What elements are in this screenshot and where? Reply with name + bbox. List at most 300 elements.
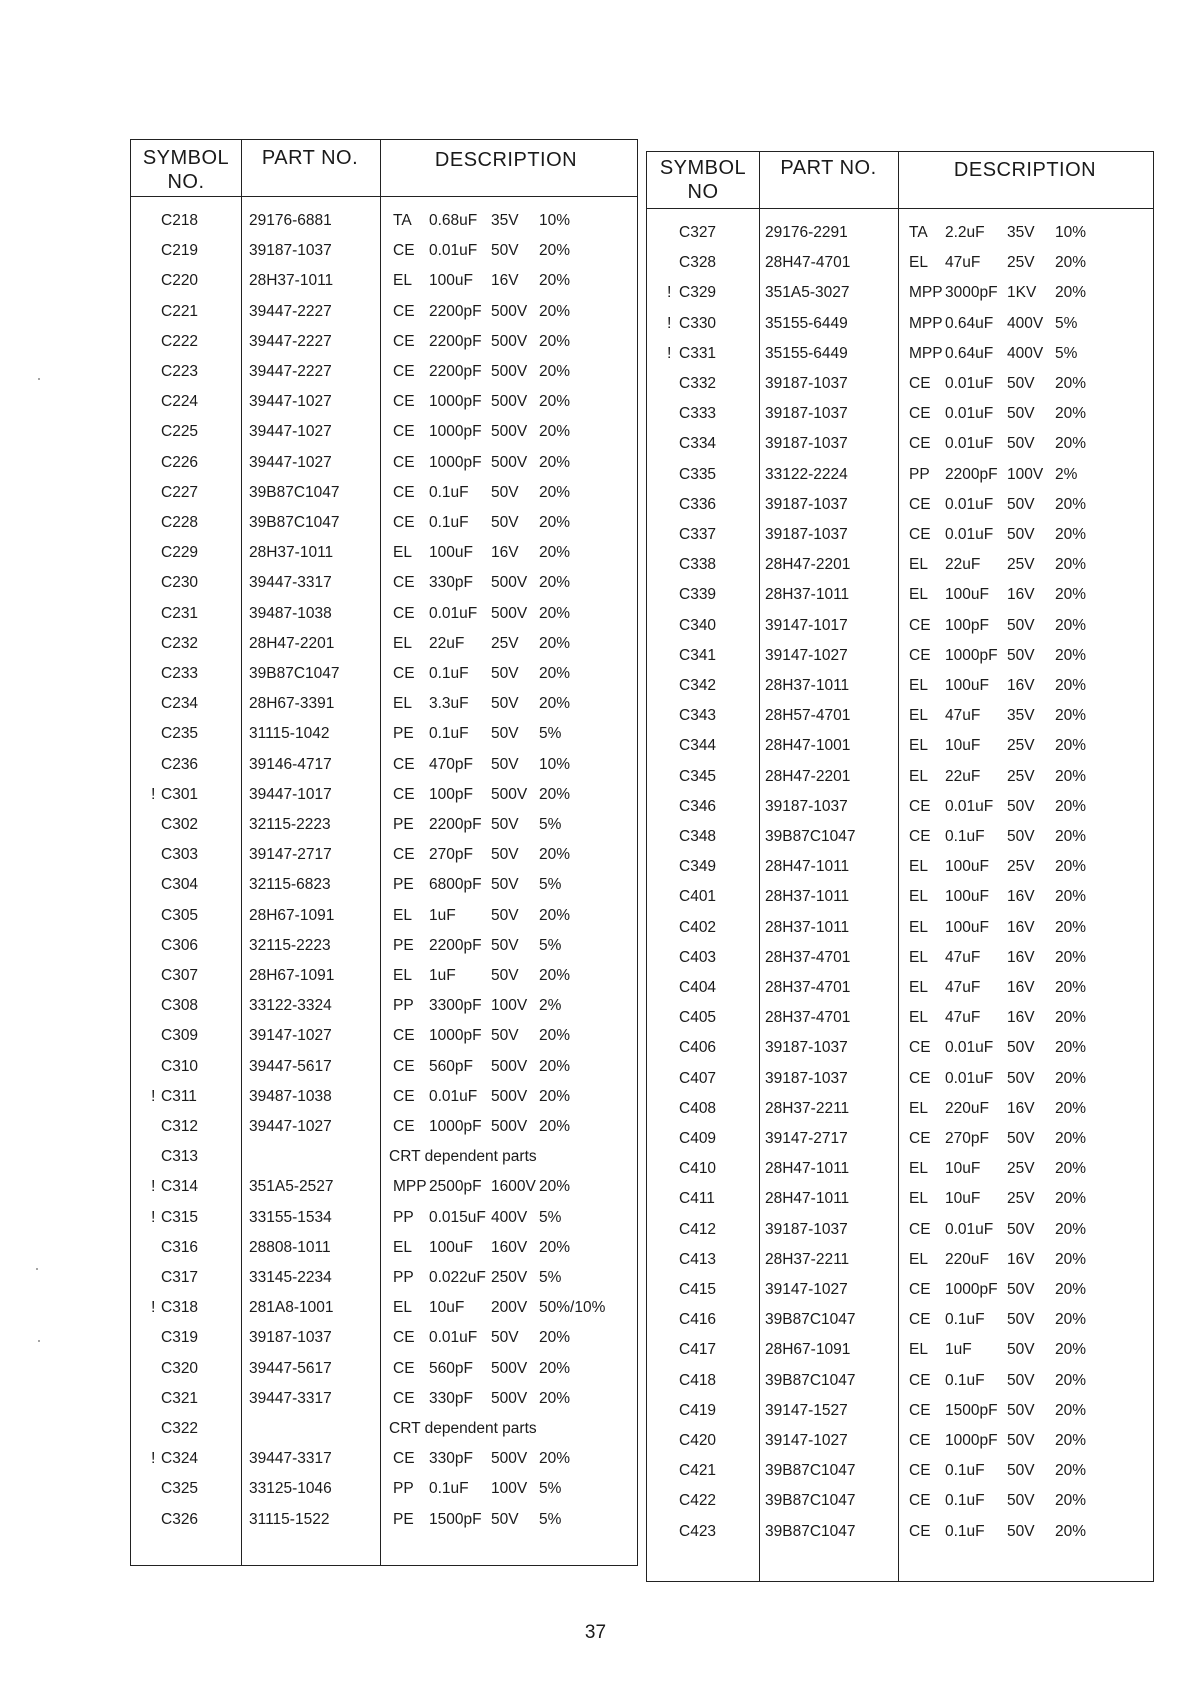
symbol-cell: C324 — [161, 1450, 199, 1468]
tolerance-cell: 20% — [539, 332, 571, 350]
tolerance-cell: 10% — [1055, 224, 1087, 241]
type-cell: CE — [909, 1401, 931, 1419]
voltage-cell: 100V — [491, 1480, 528, 1498]
part-number-cell: 28H37-1011 — [765, 586, 850, 604]
part-number-cell: 39B87C1047 — [765, 828, 856, 845]
part-number-cell: 28H47-1001 — [765, 737, 851, 755]
voltage-cell: 25V — [1007, 254, 1035, 272]
value-cell: 47uF — [945, 1009, 981, 1027]
voltage-cell: 50V — [1007, 1069, 1035, 1087]
table-row — [647, 1154, 1153, 1184]
type-cell: CE — [909, 375, 931, 392]
symbol-cell: C330 — [679, 314, 717, 332]
part-number-cell: 39B87C1047 — [765, 1371, 856, 1389]
symbol-cell: C409 — [679, 1130, 717, 1147]
value-cell: 3000pF — [945, 284, 998, 302]
tolerance-cell: 20% — [539, 785, 571, 803]
value-cell: 0.1uF — [945, 828, 985, 845]
value-cell: 0.1uF — [945, 1522, 985, 1540]
part-number-cell: 28H67-3391 — [249, 695, 335, 713]
voltage-cell: 500V — [491, 393, 528, 411]
part-number-cell: 39187-1037 — [765, 1069, 848, 1087]
table-row — [647, 490, 1153, 520]
table-row — [131, 387, 637, 417]
type-cell: MPP — [393, 1178, 427, 1196]
part-number-cell: 33125-1046 — [249, 1480, 332, 1498]
type-cell: CE — [393, 242, 415, 260]
type-cell: EL — [909, 677, 928, 694]
symbol-cell: C416 — [679, 1311, 717, 1329]
table-row — [131, 870, 637, 900]
type-cell: EL — [909, 767, 928, 785]
part-number-cell: 28H47-1011 — [765, 858, 850, 876]
table-row — [647, 1486, 1153, 1516]
part-number-cell: 39447-2227 — [249, 302, 332, 320]
value-cell: 0.1uF — [429, 1480, 469, 1498]
tolerance-cell: 20% — [1055, 1311, 1087, 1329]
type-cell: PE — [393, 1510, 414, 1528]
tolerance-cell: 5% — [539, 1208, 562, 1226]
value-cell: 22uF — [945, 556, 981, 574]
type-cell: CE — [909, 1462, 931, 1480]
type-cell: EL — [909, 556, 928, 574]
value-cell: 22uF — [429, 634, 465, 652]
part-number-cell: 39187-1037 — [249, 242, 332, 260]
tolerance-cell: 20% — [539, 272, 571, 290]
value-cell: 330pF — [429, 1450, 473, 1468]
symbol-cell: C229 — [161, 544, 199, 562]
voltage-cell: 25V — [1007, 1190, 1035, 1208]
table-row — [131, 508, 637, 538]
tolerance-cell: 20% — [1055, 1371, 1087, 1389]
type-cell: CE — [393, 574, 415, 592]
tolerance-cell: 20% — [1055, 616, 1087, 634]
tolerance-cell: 20% — [539, 1389, 571, 1407]
tolerance-cell: 20% — [1055, 254, 1087, 272]
part-number-cell: 39447-2227 — [249, 363, 332, 380]
symbol-cell: C341 — [679, 646, 717, 664]
voltage-cell: 500V — [491, 453, 528, 471]
type-cell: CE — [393, 514, 415, 531]
symbol-cell: C344 — [679, 737, 717, 755]
voltage-cell: 16V — [1007, 1099, 1035, 1117]
tolerance-cell: 20% — [1055, 1250, 1087, 1268]
value-cell: 1uF — [945, 1341, 972, 1359]
voltage-cell: 250V — [491, 1269, 528, 1286]
table-row — [647, 1396, 1153, 1426]
voltage-cell: 500V — [491, 574, 528, 592]
table-row — [647, 369, 1153, 399]
part-number-cell: 39447-5617 — [249, 1359, 332, 1377]
type-cell: CE — [393, 483, 415, 501]
tolerance-cell: 20% — [539, 1057, 571, 1075]
tolerance-cell: 20% — [539, 393, 571, 411]
symbol-cell: C345 — [679, 767, 717, 785]
type-cell: EL — [393, 272, 412, 290]
tolerance-cell: 20% — [1055, 677, 1087, 694]
voltage-cell: 16V — [1007, 586, 1035, 604]
symbol-cell: C321 — [161, 1389, 199, 1407]
symbol-cell: C337 — [679, 526, 717, 543]
type-cell: EL — [909, 737, 928, 755]
symbol-cell: C406 — [679, 1039, 717, 1057]
tolerance-cell: 20% — [1055, 1099, 1087, 1117]
table-row — [131, 719, 637, 749]
part-number-cell: 33145-2234 — [249, 1269, 332, 1286]
value-cell: 100uF — [945, 888, 989, 906]
part-number-cell: 28H67-1091 — [765, 1341, 851, 1359]
type-cell: MPP — [909, 284, 943, 302]
safety-mark: ! — [151, 1087, 156, 1105]
voltage-cell: 500V — [491, 604, 528, 622]
part-number-cell: 31115-1522 — [249, 1510, 330, 1528]
symbol-cell: C340 — [679, 616, 717, 634]
type-cell: MPP — [909, 314, 943, 332]
value-cell: 100pF — [945, 616, 989, 634]
symbol-cell: C228 — [161, 514, 199, 531]
voltage-cell: 16V — [1007, 1009, 1035, 1027]
value-cell: 100uF — [945, 586, 989, 604]
tolerance-cell: 20% — [539, 906, 571, 924]
symbol-cell: C336 — [679, 495, 717, 513]
voltage-cell: 500V — [491, 363, 528, 380]
symbol-cell: C413 — [679, 1250, 717, 1268]
tolerance-cell: 20% — [1055, 526, 1087, 543]
value-cell: 0.1uF — [429, 725, 469, 743]
table-row — [647, 218, 1153, 248]
value-cell: 47uF — [945, 707, 981, 725]
table-row — [647, 1426, 1153, 1456]
table-row — [647, 429, 1153, 459]
part-number-cell: 351A5-2527 — [249, 1178, 334, 1196]
voltage-cell: 25V — [491, 634, 519, 652]
symbol-cell: C315 — [161, 1208, 199, 1226]
value-cell: 0.1uF — [945, 1492, 985, 1510]
type-cell: CE — [909, 1220, 931, 1238]
value-cell: 2200pF — [429, 363, 482, 380]
type-cell: PP — [393, 1480, 414, 1498]
type-cell: CE — [909, 1432, 931, 1449]
value-cell: 0.01uF — [429, 242, 478, 260]
voltage-cell: 500V — [491, 1450, 528, 1468]
symbol-cell: C313 — [161, 1148, 199, 1166]
voltage-cell: 50V — [1007, 526, 1035, 543]
voltage-cell: 16V — [1007, 948, 1035, 966]
voltage-cell: 50V — [491, 936, 519, 954]
value-cell: 2200pF — [429, 816, 482, 833]
tolerance-cell: 20% — [539, 242, 571, 260]
voltage-cell: 50V — [491, 483, 519, 501]
part-no-header: PART NO. — [780, 157, 877, 179]
value-cell: 47uF — [945, 948, 981, 966]
table-row — [131, 1233, 637, 1263]
table-row — [647, 973, 1153, 1003]
symbol-cell: C410 — [679, 1160, 717, 1178]
type-cell: EL — [909, 948, 928, 966]
safety-mark: ! — [667, 344, 672, 362]
symbol-cell: C224 — [161, 393, 199, 411]
symbol-cell: C423 — [679, 1522, 717, 1540]
table-row — [131, 478, 637, 508]
tolerance-cell: 20% — [539, 967, 571, 984]
safety-mark: ! — [151, 1208, 156, 1226]
part-number-cell: 39187-1037 — [765, 405, 848, 423]
table-row — [131, 1505, 637, 1535]
symbol-cell: C302 — [161, 816, 199, 833]
symbol-cell: C326 — [161, 1510, 199, 1528]
tolerance-cell: 20% — [539, 1027, 571, 1045]
scan-speck — [36, 1268, 38, 1270]
value-cell: 0.64uF — [945, 344, 994, 362]
part-number-cell: 39146-4717 — [249, 755, 332, 773]
type-cell: CE — [909, 405, 931, 423]
type-cell: PP — [393, 997, 414, 1015]
table-row — [647, 580, 1153, 610]
safety-mark: ! — [151, 785, 156, 803]
voltage-cell: 16V — [491, 544, 519, 562]
type-cell: EL — [909, 1341, 928, 1359]
symbol-cell: C305 — [161, 906, 199, 924]
value-cell: 10uF — [945, 1160, 981, 1178]
type-cell: CE — [909, 616, 931, 634]
type-cell: EL — [393, 634, 412, 652]
voltage-cell: 16V — [1007, 888, 1035, 906]
value-cell: 1000pF — [429, 1118, 482, 1135]
table-row — [647, 762, 1153, 792]
type-cell: CE — [393, 1329, 415, 1347]
value-cell: 100pF — [429, 785, 473, 803]
symbol-cell: C401 — [679, 888, 717, 906]
type-cell: EL — [909, 586, 928, 604]
description-header: DESCRIPTION — [953, 159, 1097, 181]
tolerance-cell: 20% — [539, 423, 571, 441]
part-number-cell: 39447-5617 — [249, 1057, 332, 1075]
symbol-cell: C234 — [161, 695, 199, 713]
type-cell: PP — [393, 1269, 414, 1286]
part-number-cell: 28H37-1011 — [765, 918, 850, 936]
description-header: DESCRIPTION — [434, 149, 578, 171]
value-cell: 0.01uF — [429, 1087, 478, 1105]
symbol-cell: C332 — [679, 375, 717, 392]
voltage-cell: 50V — [491, 695, 519, 713]
tolerance-cell: 10% — [539, 755, 571, 773]
table-row — [647, 309, 1153, 339]
type-cell: EL — [909, 707, 928, 725]
right-parts-table — [646, 151, 1154, 1582]
value-cell: 0.022uF — [429, 1269, 486, 1286]
part-number-cell: 28H47-2201 — [765, 767, 851, 785]
safety-mark: ! — [151, 1178, 156, 1196]
table-row — [647, 1215, 1153, 1245]
value-cell: 100uF — [945, 677, 989, 694]
type-cell: TA — [393, 212, 412, 229]
scan-speck — [38, 378, 40, 380]
table-row — [647, 882, 1153, 912]
voltage-cell: 400V — [1007, 314, 1044, 332]
symbol-cell: C306 — [161, 936, 199, 954]
table-row — [647, 1305, 1153, 1335]
symbol-cell: C335 — [679, 465, 717, 483]
tolerance-cell: 20% — [539, 1359, 571, 1377]
tolerance-cell: 5% — [539, 1269, 562, 1286]
symbol-cell: C225 — [161, 423, 199, 441]
table-row — [131, 901, 637, 931]
tolerance-cell: 20% — [1055, 1009, 1087, 1027]
table-row — [647, 248, 1153, 278]
type-cell: CE — [393, 785, 415, 803]
tolerance-cell: 20% — [1055, 1220, 1087, 1238]
value-cell: 1000pF — [945, 1432, 998, 1449]
value-cell: 10uF — [945, 1190, 981, 1208]
table-row — [131, 417, 637, 447]
symbol-cell: C329 — [679, 284, 717, 302]
symbol-cell: C411 — [679, 1190, 715, 1208]
type-cell: EL — [393, 695, 412, 713]
value-cell: 1000pF — [429, 453, 482, 471]
value-cell: 1000pF — [429, 393, 482, 411]
part-number-cell: 28H47-1011 — [765, 1190, 850, 1208]
symbol-cell: C333 — [679, 405, 717, 423]
table-row — [131, 1384, 637, 1414]
tolerance-cell: 20% — [1055, 888, 1087, 906]
voltage-cell: 400V — [491, 1208, 528, 1226]
symbol-cell: C319 — [161, 1329, 199, 1347]
symbol-cell: C318 — [161, 1299, 199, 1317]
type-cell: EL — [393, 1299, 412, 1317]
part-number-cell: 39187-1037 — [765, 435, 848, 453]
voltage-cell: 50V — [1007, 1311, 1035, 1329]
voltage-cell: 500V — [491, 785, 528, 803]
voltage-cell: 25V — [1007, 858, 1035, 876]
value-cell: 10uF — [945, 737, 981, 755]
part-number-cell: 28H67-1091 — [249, 967, 335, 984]
left-parts-table — [130, 139, 638, 1566]
voltage-cell: 50V — [1007, 1522, 1035, 1540]
part-number-cell: 28H37-4701 — [765, 979, 851, 996]
symbol-cell: C328 — [679, 254, 717, 272]
part-number-cell: 39B87C1047 — [765, 1522, 856, 1540]
voltage-cell: 50V — [1007, 495, 1035, 513]
type-cell: CE — [393, 1057, 415, 1075]
type-cell: CE — [393, 1389, 415, 1407]
voltage-cell: 500V — [491, 1087, 528, 1105]
tolerance-cell: 20% — [539, 634, 571, 652]
part-no-header: PART NO. — [261, 147, 359, 169]
part-number-cell: 39B87C1047 — [249, 483, 340, 501]
symbol-cell: C334 — [679, 435, 717, 453]
type-cell: EL — [393, 967, 412, 984]
safety-mark: ! — [151, 1450, 156, 1468]
type-cell: EL — [909, 254, 928, 272]
part-number-cell: 28H67-1091 — [249, 906, 335, 924]
tolerance-cell: 5% — [539, 816, 562, 833]
table-row — [647, 1456, 1153, 1486]
tolerance-cell: 50%/10% — [539, 1299, 606, 1317]
value-cell: 0.01uF — [945, 797, 994, 815]
voltage-cell: 25V — [1007, 1160, 1035, 1178]
table-row — [131, 1444, 637, 1474]
table-row — [131, 266, 637, 296]
tolerance-cell: 20% — [539, 1118, 571, 1135]
tolerance-cell: 20% — [1055, 405, 1087, 423]
voltage-cell: 50V — [491, 725, 519, 743]
type-cell: PE — [393, 725, 414, 743]
table-row — [131, 1354, 637, 1384]
symbol-cell: C218 — [161, 212, 199, 229]
value-cell: 3300pF — [429, 997, 482, 1015]
value-cell: 0.64uF — [945, 314, 994, 332]
table-row — [647, 278, 1153, 308]
voltage-cell: 50V — [491, 816, 519, 833]
type-cell: CE — [909, 1311, 931, 1329]
voltage-cell: 500V — [491, 423, 528, 441]
value-cell: 1500pF — [945, 1401, 998, 1419]
type-cell: CE — [909, 526, 931, 543]
part-number-cell: 39487-1038 — [249, 604, 332, 622]
voltage-cell: 35V — [1007, 707, 1035, 725]
value-cell: 0.01uF — [429, 1329, 478, 1347]
part-number-cell: 29176-6881 — [249, 212, 332, 229]
description-note: CRT dependent parts — [389, 1148, 537, 1166]
type-cell: CE — [909, 1069, 931, 1087]
table-row — [131, 1112, 637, 1142]
table-row — [131, 1082, 637, 1112]
type-cell: EL — [909, 1099, 928, 1117]
value-cell: 1uF — [429, 967, 456, 984]
table-row — [131, 448, 637, 478]
part-number-cell: 39B87C1047 — [765, 1311, 856, 1329]
value-cell: 270pF — [945, 1130, 989, 1147]
voltage-cell: 500V — [491, 1057, 528, 1075]
tolerance-cell: 20% — [1055, 1069, 1087, 1087]
voltage-cell: 25V — [1007, 556, 1035, 574]
table-row — [131, 236, 637, 266]
part-number-cell: 39187-1037 — [765, 495, 848, 513]
type-cell: EL — [393, 1238, 412, 1256]
tolerance-cell: 20% — [539, 1087, 571, 1105]
part-number-cell: 31115-1042 — [249, 725, 330, 743]
table-row — [131, 1263, 637, 1293]
value-cell: 0.1uF — [429, 514, 469, 531]
value-cell: 0.01uF — [945, 435, 994, 453]
value-cell: 2.2uF — [945, 224, 985, 241]
tolerance-cell: 20% — [1055, 586, 1087, 604]
symbol-cell: C403 — [679, 948, 717, 966]
part-number-cell: 39187-1037 — [249, 1329, 332, 1347]
symbol-cell: C402 — [679, 918, 717, 936]
table-row — [647, 822, 1153, 852]
type-cell: CE — [393, 1087, 415, 1105]
symbol-cell: C231 — [161, 604, 199, 622]
voltage-cell: 50V — [1007, 1130, 1035, 1147]
tolerance-cell: 5% — [1055, 314, 1078, 332]
table-row — [647, 1033, 1153, 1063]
voltage-cell: 25V — [1007, 767, 1035, 785]
symbol-cell: C221 — [161, 302, 199, 320]
value-cell: 1000pF — [429, 423, 482, 441]
part-number-cell: 28H37-1011 — [765, 677, 850, 694]
tolerance-cell: 20% — [539, 846, 571, 864]
table-row — [647, 1366, 1153, 1396]
tolerance-cell: 20% — [1055, 435, 1087, 453]
voltage-cell: 50V — [1007, 1462, 1035, 1480]
tolerance-cell: 20% — [539, 604, 571, 622]
voltage-cell: 16V — [491, 272, 519, 290]
part-number-cell: 33122-2224 — [765, 465, 848, 483]
value-cell: 100uF — [945, 858, 989, 876]
table-row — [131, 327, 637, 357]
table-row — [647, 792, 1153, 822]
